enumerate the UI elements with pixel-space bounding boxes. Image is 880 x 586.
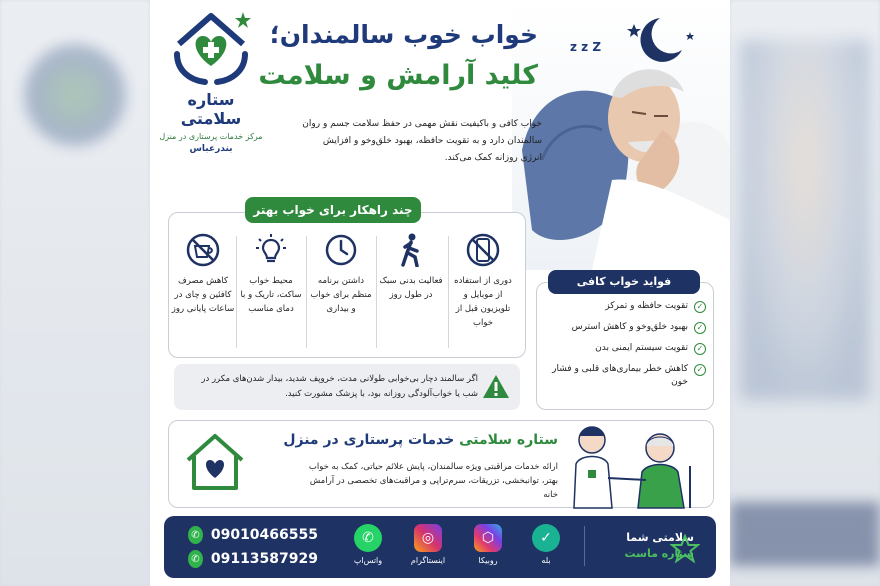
phone-icon: ✆ <box>188 526 203 544</box>
no-phone-icon <box>465 232 501 268</box>
check-icon: ✓ <box>694 322 706 334</box>
intro-paragraph: خواب کافی و باکیفیت نقش مهمی در حفظ سلامت جسم و روان سالمندان دارد و به تقویت حافظه، بهبود خلق‌وخو و افزایش انرژی روزانه کمک می‌کند. <box>302 119 542 163</box>
divider <box>306 236 307 348</box>
phone-number-1[interactable]: ✆ 09010466555 <box>188 526 318 544</box>
tip-text: داشتن برنامه منظم برای خواب و بیداری <box>310 276 372 314</box>
poster <box>150 0 730 586</box>
phone-icon: ✆ <box>188 550 203 568</box>
list-item: ✓ بهبود خلق‌وخو و کاهش استرس <box>546 321 706 334</box>
divider <box>448 236 449 348</box>
services-text: ارائه خدمات مراقبتی ویژه سالمندان، پایش علائم حیاتی، کمک به خواب بهتر، توانبخشی، تزریقات، سرم‌تراپی و مراقبت‌های تخصصی در آرامش خانه <box>308 462 558 500</box>
list-item: ✓ تقویت حافظه و تمرکز <box>546 300 706 313</box>
page-title-line1: خواب خوب سالمندان؛ <box>269 20 538 49</box>
tip-text: کاهش مصرف کافئین و چای در ساعات پایانی روز <box>171 276 235 314</box>
list-item: ✓ کاهش خطر بیماری‌های قلبی و فشار خون <box>546 363 706 389</box>
divider <box>376 236 377 348</box>
brand-name: ستاره سلامتی <box>180 90 242 128</box>
divider <box>236 236 237 348</box>
walking-icon <box>393 232 429 268</box>
lightbulb-icon <box>253 232 289 268</box>
tip-item <box>308 232 374 316</box>
tip-item <box>238 232 304 316</box>
blurred-background-right <box>730 0 880 586</box>
tip-item <box>170 232 236 316</box>
tip-text: فعالیت بدنی سبک در طول روز <box>379 276 443 300</box>
brand-logo <box>156 8 266 178</box>
warning-box <box>174 364 520 410</box>
whatsapp-icon: ✆ <box>354 524 382 552</box>
list-item: ✓ تقویت سیستم ایمنی بدن <box>546 342 706 355</box>
services-title: ستاره سلامتی خدمات پرستاری در منزل <box>283 432 558 448</box>
slogan: سلامتی شما ستاره ماست <box>624 531 694 560</box>
page-title-line2: کلید آرامش و سلامت <box>258 60 538 91</box>
home-heart-icon <box>182 430 248 494</box>
tip-text: دوری از استفاده از موبایل و تلویزیون قبل از خواب <box>454 276 512 328</box>
social-whatsapp[interactable]: ✆ واتس‌اپ <box>342 524 394 565</box>
no-coffee-icon <box>185 232 221 268</box>
bale-icon: ✓ <box>532 524 560 552</box>
check-icon: ✓ <box>694 343 706 355</box>
benefits-list <box>546 300 706 397</box>
tip-text: محیط خواب ساکت، تاریک و با دمای مناسب <box>240 276 302 314</box>
star-icon <box>670 534 700 564</box>
social-rubika[interactable]: ⬡ روبیکا <box>462 524 514 565</box>
warning-icon <box>482 374 510 400</box>
house-hands-heart-icon <box>169 8 253 88</box>
tip-item <box>450 232 516 330</box>
instagram-icon: ◎ <box>414 524 442 552</box>
check-icon: ✓ <box>694 301 706 313</box>
brand-subtitle: مرکز خدمات پرستاری در منزل <box>159 132 263 141</box>
divider <box>584 526 585 566</box>
brand-city: بندرعباس <box>189 144 233 154</box>
benefits-title: فواید خواب کافی <box>548 270 700 294</box>
rubika-icon: ⬡ <box>474 524 502 552</box>
social-bale[interactable]: ✓ بله <box>520 524 572 565</box>
clock-icon <box>323 232 359 268</box>
warning-text: اگر سالمند دچار بی‌خوابی طولانی مدت، خروپف شدید، بیدار شدن‌های مکرر در شب یا خواب‌آلودگی روزانه بود، با پزشک مشورت کنید. <box>201 374 478 399</box>
tip-item <box>378 232 444 302</box>
check-icon: ✓ <box>694 364 706 376</box>
moon-stars-icon <box>620 10 700 70</box>
phone-number-2[interactable]: ✆ 09113587929 <box>188 550 318 568</box>
nurse-elderly-illustration <box>560 418 710 510</box>
blurred-background-left <box>0 0 150 586</box>
social-instagram[interactable]: ◎ اینستاگرام <box>402 524 454 565</box>
zzz-label: z z Z <box>570 40 602 54</box>
tips-title: چند راهکار برای خواب بهتر <box>245 197 421 223</box>
